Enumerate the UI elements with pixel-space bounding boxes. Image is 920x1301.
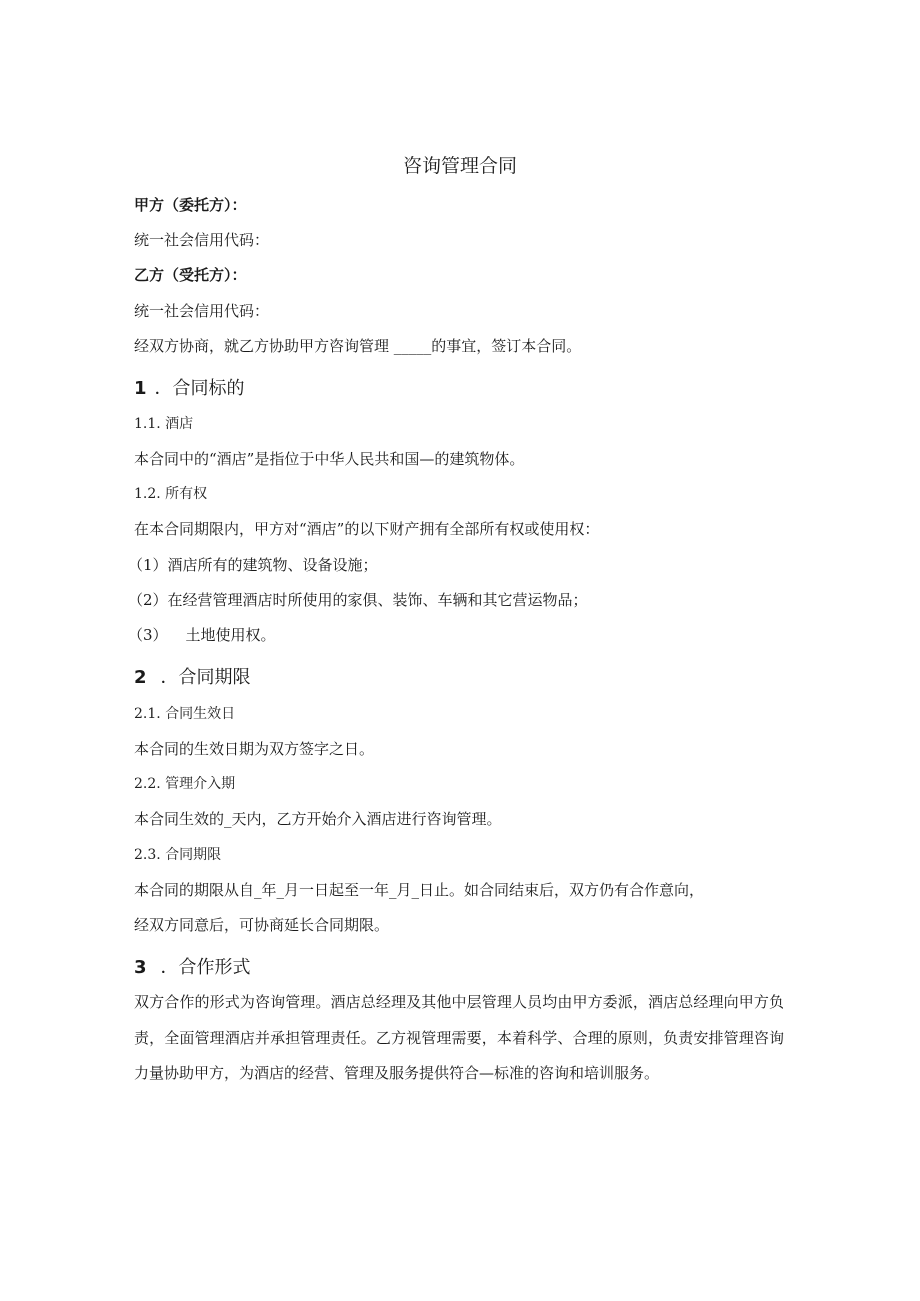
list-item-2	[128, 590, 588, 610]
list-marker-2: （2）	[128, 591, 168, 609]
clause-1-2-text: 在本合同期限内，甲方对“酒店”的以下财产拥有全部所有权或使用权：	[134, 520, 600, 538]
section-3-title: ．合作形式	[160, 957, 251, 978]
section-1-title: ．合同标的	[154, 378, 245, 399]
list-text-1: 酒店所有的建筑物、设备设施；	[167, 556, 378, 574]
clause-2-3-text-line1: 本合同的期限从自_年_月一日起至一年_月_日止。如合同结束后，双方仍有合作意向，	[134, 881, 705, 899]
section-3-heading	[134, 956, 251, 980]
clause-2-1-text: 本合同的生效日期为双方签字之日。	[134, 740, 375, 758]
preamble: 经双方协商，就乙方协助甲方咨询管理 _____的事宜，签订本合同。	[134, 337, 582, 355]
party-a-credit-code: 统一社会信用代码：	[134, 231, 270, 249]
clause-1-2-heading: 1.2. 所有权	[134, 486, 208, 502]
list-text-3: 土地使用权。	[185, 626, 276, 644]
section-3-paragraph: 双方合作的形式为咨询管理。酒店总经理及其他中层管理人员均由甲方委派，酒店总经理向甲方负责，全面管理酒店并承担管理责任。乙方视管理需要，本着科学、合理的原则，负责安排管理咨询力量协助甲方，为酒店的经营、管理及服务提供符合—标准的咨询和培训服务。	[134, 993, 784, 1082]
list-item-3	[128, 625, 276, 645]
clause-1-1-heading: 1.1. 酒店	[134, 416, 194, 432]
section-2-heading	[134, 666, 251, 690]
document-title: 咨询管理合同	[402, 155, 517, 177]
party-b-credit-code: 统一社会信用代码：	[134, 302, 270, 320]
section-2-title: ．合同期限	[160, 667, 251, 688]
section-2-number: 2	[134, 667, 147, 688]
list-marker-1: （1）	[128, 556, 168, 574]
clause-2-2-heading: 2.2. 管理介入期	[134, 776, 236, 792]
party-b-label: 乙方（受托方）：	[134, 266, 247, 284]
clause-2-3-text-line2: 经双方同意后，可协商延长合同期限。	[134, 916, 390, 934]
section-1-number: 1	[134, 378, 147, 399]
party-a-label: 甲方（委托方）：	[134, 196, 247, 214]
list-marker-3: （3）	[128, 626, 168, 644]
section-1-heading	[134, 377, 245, 401]
list-item-1	[128, 555, 378, 575]
clause-1-1-text: 本合同中的“酒店”是指位于中华人民共和国—的建筑物体。	[134, 450, 525, 468]
clause-2-2-text: 本合同生效的_天内，乙方开始介入酒店进行咨询管理。	[134, 810, 502, 828]
clause-2-3-heading: 2.3. 合同期限	[134, 847, 222, 863]
section-3-number: 3	[134, 957, 147, 978]
list-text-2: 在经营管理酒店时所使用的家俱、装饰、车辆和其它营运物品；	[167, 591, 588, 609]
clause-2-1-heading: 2.1. 合同生效日	[134, 706, 236, 722]
